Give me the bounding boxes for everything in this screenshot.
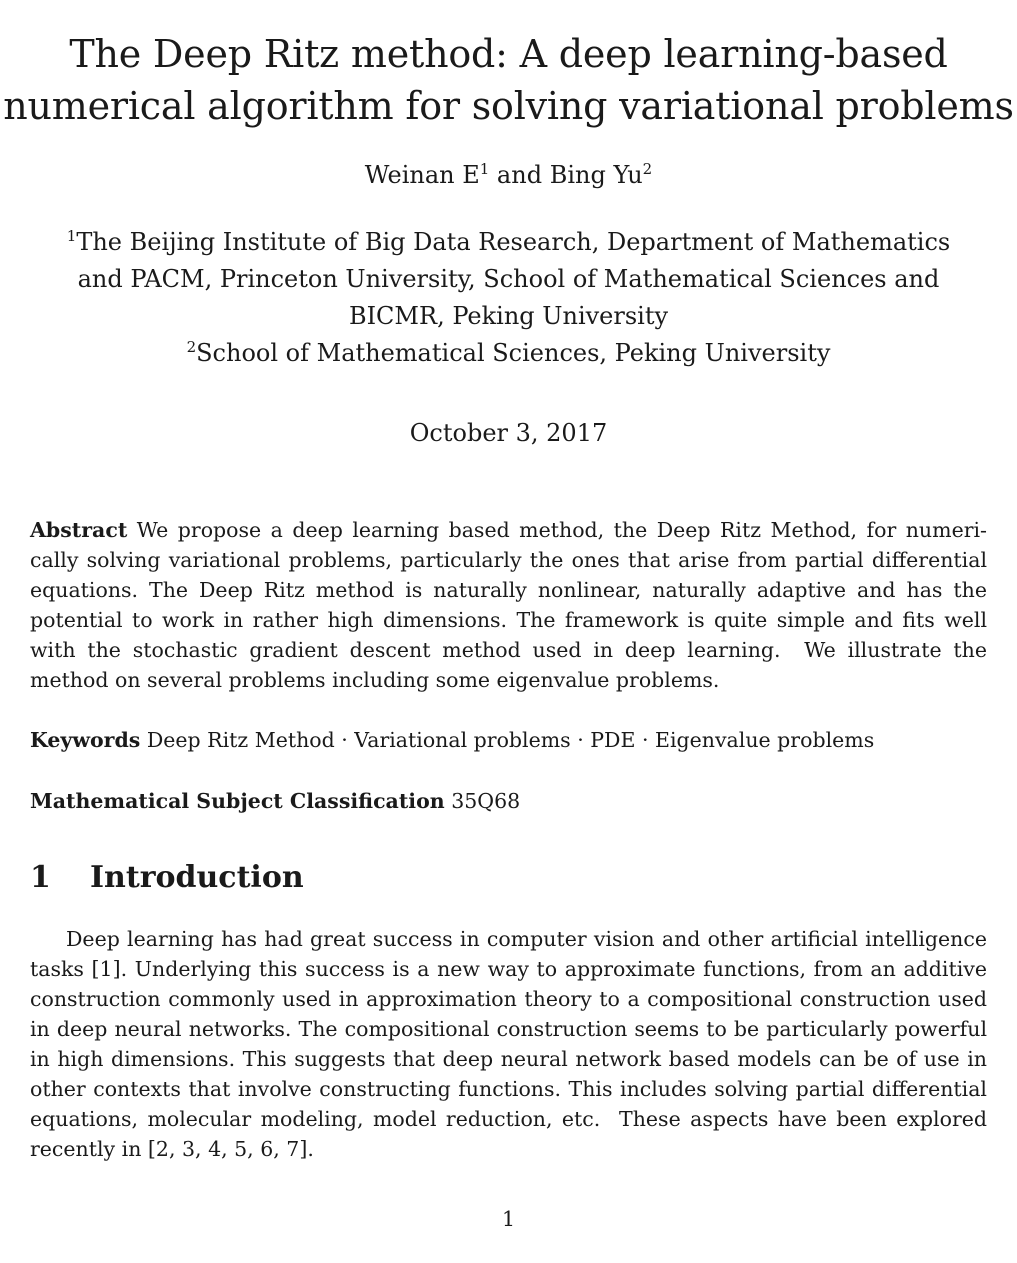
intro-line-1: Deep learning has had great success in computer vision and other artificial intelligence: [66, 927, 987, 951]
author-name-1: Weinan E: [364, 161, 480, 189]
title-line-1: The Deep Ritz method: A deep learning-based: [69, 32, 948, 76]
abstract-line-1: [30, 515, 987, 545]
intro-line-8: recently in [2, 3, 4, 5, 6, 7].: [30, 1137, 314, 1161]
affiliation-2-text: School of Mathematical Sciences, Peking University: [196, 339, 831, 367]
affiliations: [30, 224, 987, 372]
section-title: Introduction: [90, 860, 304, 895]
affiliation-2: [30, 335, 987, 372]
title-line-2: numerical algorithm for solving variational problems: [3, 84, 1014, 128]
affiliation-1-mark: 1: [66, 227, 77, 245]
intro-line-6: other contexts that involve constructing functions. This includes solving partial differential: [30, 1077, 987, 1101]
abstract-line-4: potential to work in rather high dimensions. The framework is quite simple and fits well: [30, 608, 987, 632]
affiliation-1-line-2: and PACM, Princeton University, School of Mathematical Sciences and: [77, 265, 940, 293]
author-list: [0, 160, 1017, 190]
abstract-line-2: cally solving variational problems, particularly the ones that arise from partial differential: [30, 548, 987, 572]
subject-classification-code: 35Q68: [444, 789, 521, 813]
paper-title: [0, 28, 1017, 132]
affiliation-1-line-3: BICMR, Peking University: [348, 302, 669, 330]
paper-date: October 3, 2017: [409, 419, 608, 447]
intro-line-2: tasks [1]. Underlying this success is a new way to approximate functions, from an additive: [30, 957, 987, 981]
section-number: 1: [30, 860, 51, 895]
abstract-line-3: equations. The Deep Ritz method is naturally nonlinear, naturally adaptive and has the: [30, 578, 987, 602]
subject-classification: [30, 786, 987, 816]
abstract-line-5: with the stochastic gradient descent method used in deep learning. We illustrate the: [30, 638, 987, 662]
affiliation-2-mark: 2: [186, 338, 197, 356]
abstract-text-line-1: We propose a deep learning based method, the Deep Ritz Method, for numeri-: [127, 518, 987, 542]
section-heading-introduction: [30, 858, 304, 898]
affiliation-1-text-line-1: The Beijing Institute of Big Data Research, Department of Mathematics: [76, 228, 951, 256]
author-connector: and: [489, 161, 550, 189]
intro-line-5: in high dimensions. This suggests that deep neural network based models can be of use in: [30, 1047, 987, 1071]
keywords: [30, 725, 987, 755]
keywords-text: Deep Ritz Method · Variational problems · PDE · Eigenvalue problems: [140, 728, 875, 752]
subject-classification-label: Mathematical Subject Classification: [30, 789, 445, 813]
author-affiliation-mark-1: 1: [479, 160, 490, 178]
author-name-2: Bing Yu: [549, 161, 643, 189]
abstract-label: Abstract: [30, 518, 128, 542]
abstract-line-6: method on several problems including some eigenvalue problems.: [30, 668, 720, 692]
abstract: [30, 515, 987, 695]
keywords-label: Keywords: [30, 728, 141, 752]
intro-line-7: equations, molecular modeling, model reduction, etc. These aspects have been explored: [30, 1107, 987, 1131]
affiliation-1-line-1: [30, 224, 987, 261]
introduction-paragraph: [30, 924, 987, 1164]
intro-line-4: in deep neural networks. The compositional construction seems to be particularly powerful: [30, 1017, 987, 1041]
page-number: 1: [501, 1207, 516, 1231]
author-affiliation-mark-2: 2: [642, 160, 653, 178]
intro-line-3: construction commonly used in approximation theory to a compositional construction used: [30, 987, 987, 1011]
